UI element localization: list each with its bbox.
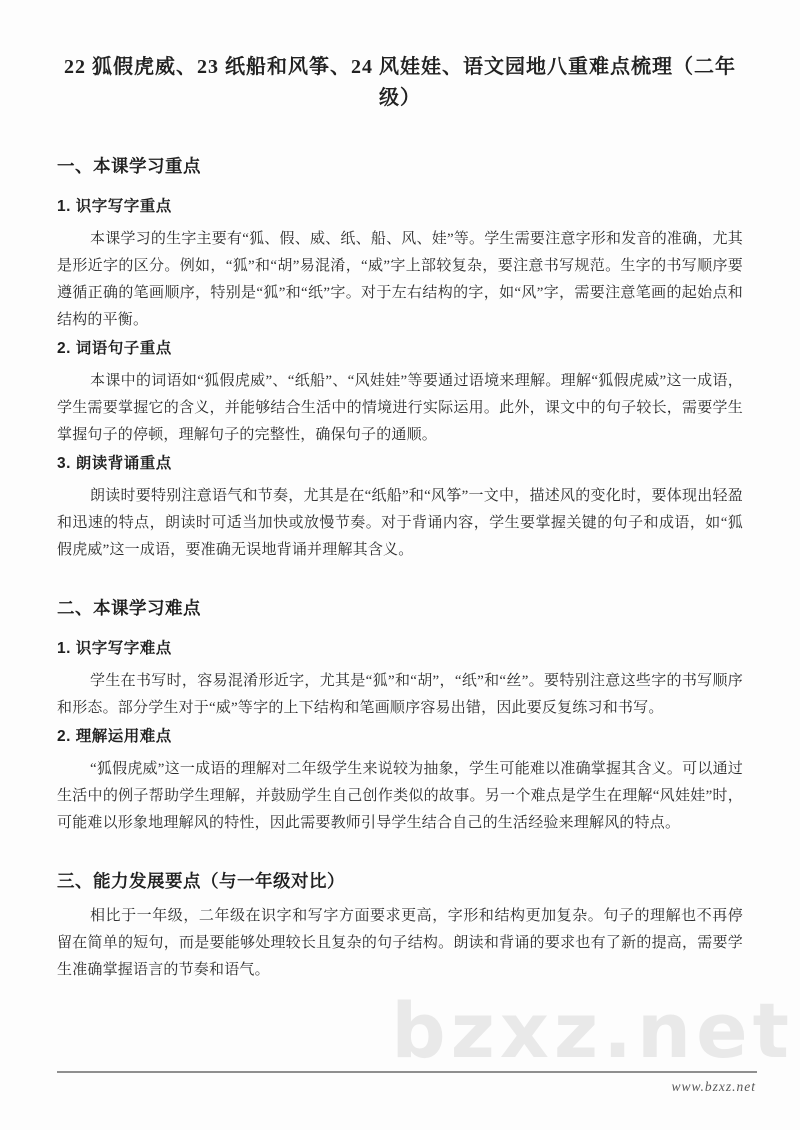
document-title: 22 狐假虎威、23 纸船和风筝、24 风娃娃、语文园地八重难点梳理（二年级） xyxy=(64,56,736,109)
section-2-heading: 二、本课学习难点 xyxy=(57,598,201,618)
section-3-heading: 三、能力发展要点（与一年级对比） xyxy=(57,871,345,891)
section-2-paragraph-1: 学生在书写时，容易混淆形近字，尤其是“狐”和“胡”，“纸”和“丝”。要特别注意这些字的书写顺序和形态。部分学生对于“威”等字的上下结构和笔画顺序容易出错，因此要反复练习和书写。 xyxy=(57,673,743,716)
section-1-paragraph-1: 本课学习的生字主要有“狐、假、威、纸、船、风、娃”等。学生需要注意字形和发音的准确，尤其是形近字的区分。例如，“狐”和“胡”易混淆，“威”字上部较复杂，要注意书写规范。生字的书写顺序要遵循正确的笔画顺序，特别是“狐”和“纸”字。对于左右结构的字，如“风”字，需要注意笔画的起始点和结构的平衡。 xyxy=(57,231,743,328)
footer-url: www.bzxz.net xyxy=(671,1079,756,1094)
section-2-subheading-2: 2. 理解运用难点 xyxy=(57,728,172,745)
section-1-heading: 一、本课学习重点 xyxy=(57,156,201,176)
section-2-subheading-1: 1. 识字写字难点 xyxy=(57,640,172,657)
section-1-subheading-3: 3. 朗读背诵重点 xyxy=(57,455,172,472)
section-3-paragraph-1: 相比于一年级，二年级在识字和写字方面要求更高，字形和结构更加复杂。句子的理解也不再停留在简单的短句，而是要能够处理较长且复杂的句子结构。朗读和背诵的要求也有了新的提高，需要学生准确掌握语言的节奏和语气。 xyxy=(57,908,743,978)
section-1-paragraph-3: 朗读时要特别注意语气和节奏，尤其是在“纸船”和“风筝”一文中，描述风的变化时，要体现出轻盈和迅速的特点，朗读时可适当加快或放慢节奏。对于背诵内容，学生要掌握关键的句子和成语，如“狐假虎威”这一成语，要准确无误地背诵并理解其含义。 xyxy=(57,488,743,558)
section-1-paragraph-2: 本课中的词语如“狐假虎威”、“纸船”、“风娃娃”等要通过语境来理解。理解“狐假虎威”这一成语，学生需要掌握它的含义，并能够结合生活中的情境进行实际运用。此外，课文中的句子较长，需要学生掌握句子的停顿，理解句子的完整性，确保句子的通顺。 xyxy=(57,373,743,443)
section-2-paragraph-2: “狐假虎威”这一成语的理解对二年级学生来说较为抽象，学生可能难以准确掌握其含义。可以通过生活中的例子帮助学生理解，并鼓励学生自己创作类似的故事。另一个难点是学生在理解“风娃娃”时，可能难以形象地理解风的特性，因此需要教师引导学生结合自己的生活经验来理解风的特点。 xyxy=(57,761,743,831)
section-1-subheading-1: 1. 识字写字重点 xyxy=(57,198,172,215)
section-1-subheading-2: 2. 词语句子重点 xyxy=(57,340,172,357)
site-watermark: bzxz.net xyxy=(391,986,794,1075)
footer-divider xyxy=(57,1071,757,1073)
